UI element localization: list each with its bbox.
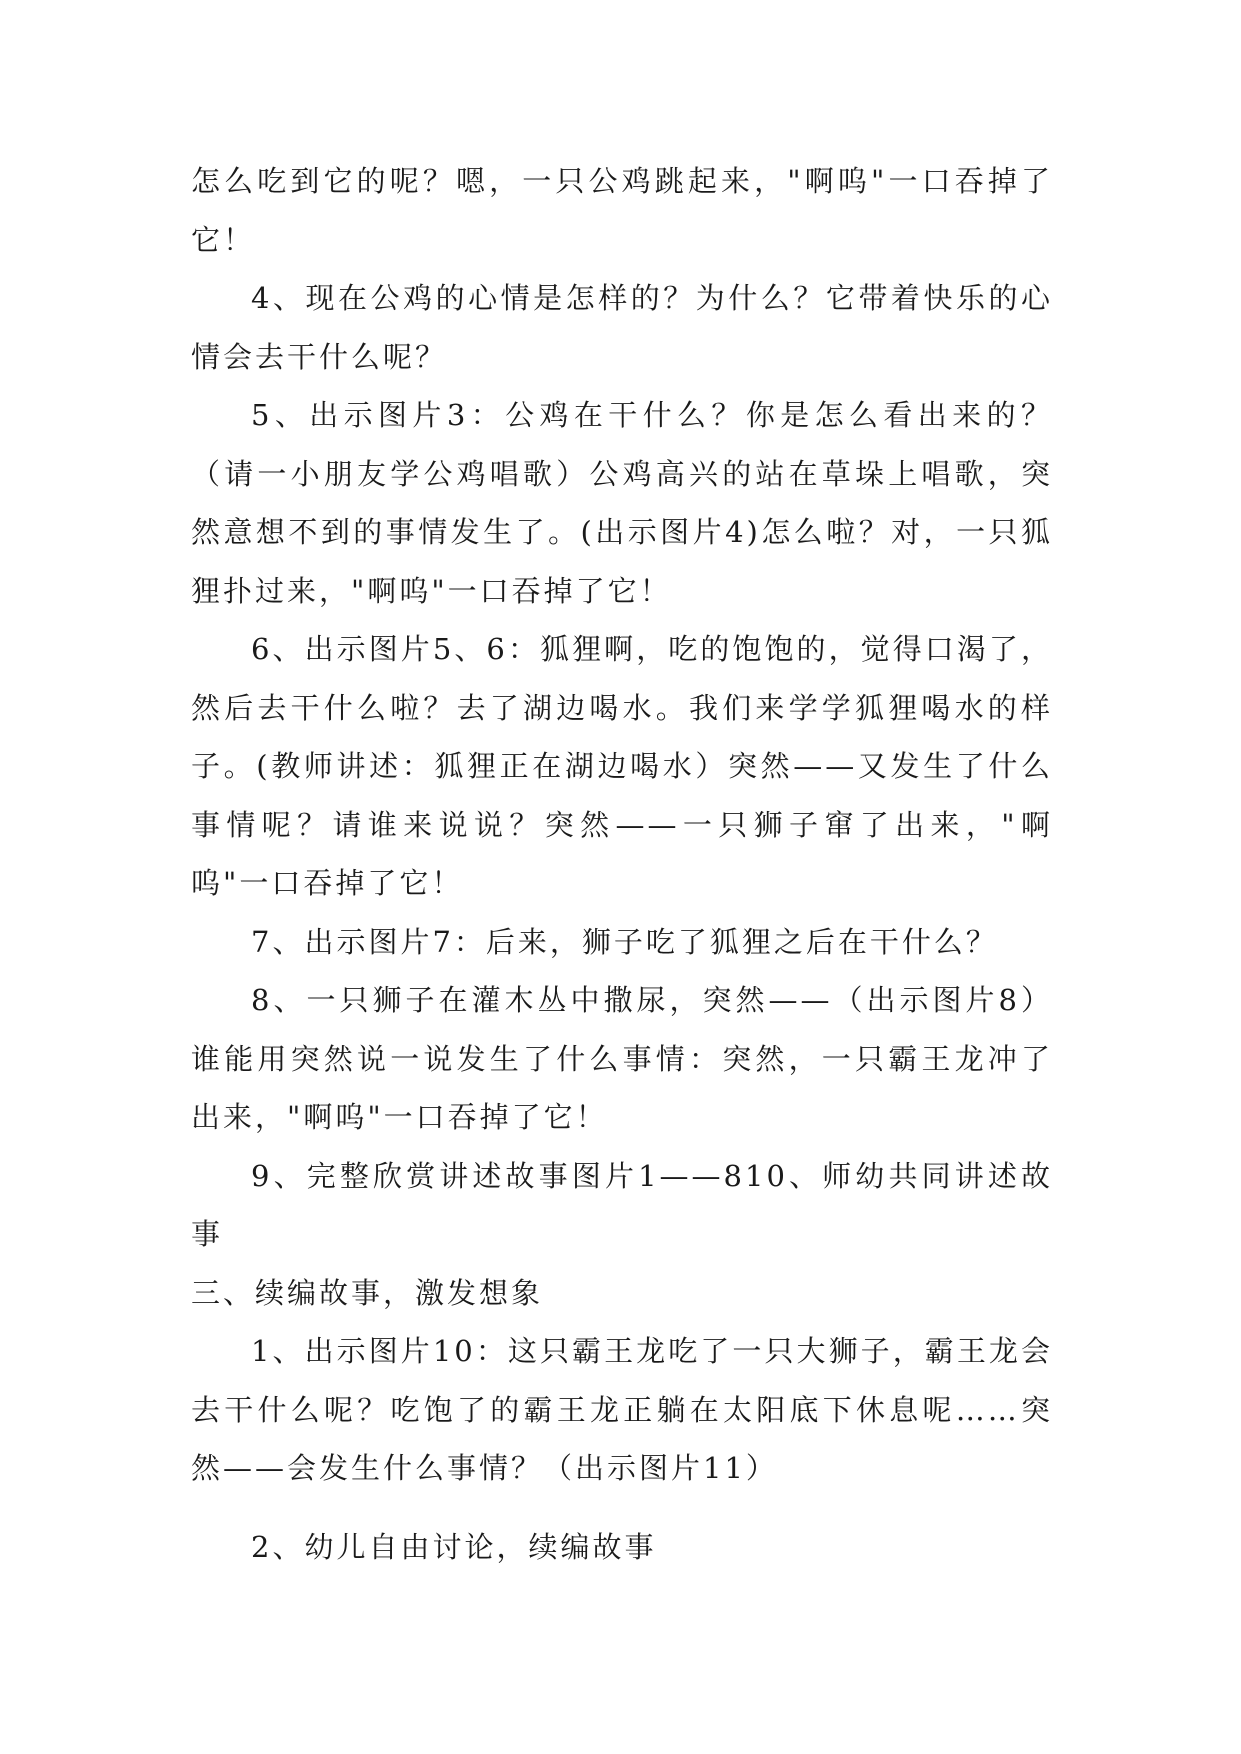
paragraph-item-6: 6、出示图片5、6：狐狸啊，吃的饱饱的，觉得口渴了，然后去干什么啦？去了湖边喝水。我们来学学狐狸喝水的样子。(教师讲述：狐狸正在湖边喝水）突然——又发生了什么事情呢？请谁来说说？突然——一只狮子窜了出来，"啊呜"一口吞掉了它！ bbox=[191, 632, 1053, 900]
paragraph-item-4: 4、现在公鸡的心情是怎样的？为什么？它带着快乐的心情会去干什么呢？ bbox=[191, 281, 1053, 374]
paragraph-sub-item-2: 2、幼儿自由讨论，续编故事 bbox=[251, 1529, 657, 1564]
section-heading: 三、续编故事，激发想象 bbox=[191, 1275, 544, 1310]
paragraph-continuation: 怎么吃到它的呢？嗯，一只公鸡跳起来，"啊呜"一口吞掉了它！ bbox=[191, 164, 1053, 257]
paragraph-item-5: 5、出示图片3：公鸡在干什么？你是怎么看出来的？（请一小朋友学公鸡唱歌）公鸡高兴的站在草垛上唱歌，突然意想不到的事情发生了。(出示图片4)怎么啦？对，一只狐狸扑过来，"啊呜"一口吞掉了它！ bbox=[191, 398, 1053, 608]
paragraph-item-8: 8、一只狮子在灌木丛中撒尿，突然——（出示图片8）谁能用突然说一说发生了什么事情：突然，一只霸王龙冲了出来，"啊呜"一口吞掉了它！ bbox=[191, 983, 1053, 1134]
paragraph-sub-item-1: 1、出示图片10：这只霸王龙吃了一只大狮子，霸王龙会去干什么呢？吃饱了的霸王龙正躺在太阳底下休息呢……突然——会发生什么事情？（出示图片11） bbox=[191, 1334, 1053, 1485]
paragraph-item-7: 7、出示图片7：后来，狮子吃了狐狸之后在干什么？ bbox=[251, 924, 998, 959]
paragraph-item-9: 9、完整欣赏讲述故事图片1——810、师幼共同讲述故事 bbox=[191, 1158, 1053, 1251]
document-body bbox=[191, 152, 1053, 1576]
